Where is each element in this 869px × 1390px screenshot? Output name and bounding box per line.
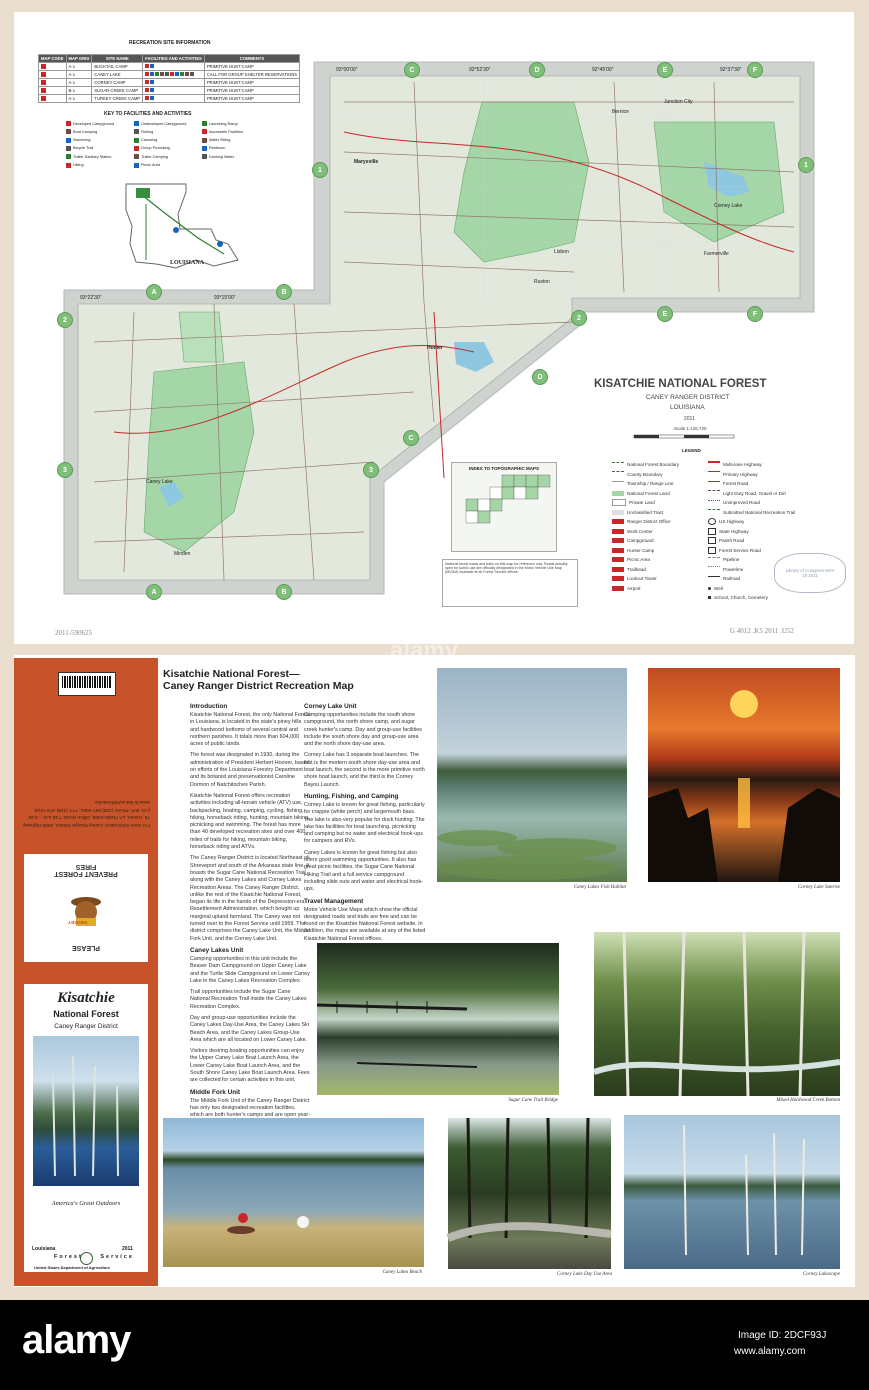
place-label: Homer	[427, 345, 443, 351]
cover-panel	[14, 658, 158, 1286]
caption-beach: Caney Lakes Beach	[382, 1270, 422, 1275]
legend-swatch-icon	[612, 567, 624, 572]
legend-item	[612, 460, 708, 470]
legend-swatch-icon	[612, 586, 624, 591]
legend-item	[612, 584, 708, 594]
legend-swatch-icon	[708, 537, 716, 544]
rec-site-cell: TURKEY CREEK CAMP	[92, 95, 143, 103]
legend-swatch-icon	[708, 547, 716, 554]
legend-label: National Forest Land	[627, 490, 670, 496]
legend-item	[612, 565, 708, 575]
legend-label: Trailhead	[627, 566, 646, 572]
legend-item	[708, 470, 818, 480]
legend-swatch-icon	[708, 557, 720, 563]
facility-key-label: Bicycle Trail	[73, 146, 94, 151]
travel-p1: Motor Vehicle Use Maps which show the official designated roads and trails are free and can be found on the Kisatchie National Forest website. In addition, the maps are available at any of the listed Kisatchie National Forest offices.	[304, 906, 426, 942]
rec-th-site: SITE NAME	[92, 55, 143, 63]
place-label: Ruston	[534, 279, 550, 285]
legend-swatch-icon	[612, 557, 624, 562]
grid-marker-c-top: C	[404, 62, 420, 78]
place-label: Junction City	[664, 99, 693, 105]
cover-tagline: America's Great Outdoors	[51, 1200, 121, 1207]
legend-label: Private Land	[629, 500, 655, 506]
coord-label: 93°00'00"	[336, 67, 358, 73]
legend-swatch-icon	[612, 519, 624, 524]
intro-heading: Introduction	[190, 703, 228, 710]
watermark-text: alamy	[390, 637, 459, 664]
legend-swatch-icon	[708, 509, 720, 515]
agency-name: Forest Service	[54, 1254, 134, 1260]
grid-marker-3-left: 3	[57, 462, 73, 478]
legend-swatch-icon	[708, 490, 720, 496]
grid-marker-f-top: F	[747, 62, 763, 78]
legend-item	[612, 489, 708, 499]
legend-swatch-icon	[708, 461, 720, 468]
legend-swatch-icon	[708, 587, 711, 590]
grid-marker-1-right: 1	[798, 157, 814, 173]
coord-label: 92°45'00"	[592, 67, 614, 73]
topo-index-title: INDEX TO TOPOGRAPHIC MAPS	[468, 466, 540, 471]
photo-bridge	[317, 943, 559, 1095]
cover-subtitle: National Forest	[53, 1009, 119, 1019]
legend-swatch-icon	[708, 528, 716, 535]
legend-swatch-icon	[708, 518, 716, 525]
grid-marker-1-left: 1	[312, 162, 328, 178]
library-stamp	[774, 553, 846, 593]
barcode	[58, 672, 116, 696]
text-column-right	[304, 700, 426, 942]
rec-grid-cell: B-1	[66, 87, 92, 95]
rec-grid-cell: A-1	[66, 71, 92, 79]
legend-label: Campground	[627, 538, 654, 544]
legend-swatch-icon	[612, 529, 624, 534]
facility-key-label: Accessible Facilities	[209, 129, 243, 134]
place-label: Farmerville	[704, 251, 729, 257]
grid-marker-d-top: D	[529, 62, 545, 78]
legend-label: Township / Range Line	[627, 481, 674, 487]
facility-key-label: Group Picnicking	[141, 146, 170, 151]
legend-swatch-icon	[708, 481, 720, 487]
legend-label: Powerline	[723, 566, 744, 572]
topo-index	[451, 462, 557, 552]
smokey-label: SMOKEY	[68, 920, 88, 925]
legend-label: Forest Road	[723, 481, 749, 487]
map-sheet	[14, 12, 854, 644]
legend-item	[708, 593, 818, 603]
text-column-left	[190, 700, 310, 1120]
legend-label: Primary Highway	[723, 471, 758, 477]
legend-label: Unimproved Road	[723, 500, 761, 506]
rec-th-comments: COMMENTS	[204, 55, 299, 63]
legend-item	[708, 498, 818, 508]
legend-label: School, Church, Cemetery	[714, 595, 768, 601]
facility-key-label: Restroom	[209, 146, 226, 151]
catalog-number-left: 2011-590625	[55, 629, 93, 637]
rec-site-cell: SUGAR CREEK CAMP	[92, 87, 143, 95]
legend-swatch-icon	[612, 538, 624, 543]
department-name: United States Department of Agriculture	[34, 1265, 111, 1270]
legend-label: Work Center	[627, 528, 653, 534]
coord-label: 93°15'00"	[214, 295, 236, 301]
place-label: Lisbon	[554, 249, 569, 255]
cover-card	[24, 984, 148, 1272]
cover-title: Kisatchie	[57, 990, 115, 1006]
legend-swatch-icon	[708, 471, 720, 477]
legend-swatch-icon	[612, 576, 624, 581]
cover-photo	[33, 1036, 139, 1186]
rec-th-code: MAP CODE	[39, 55, 67, 63]
hunting-p1: Corney Lake is known for great fishing, particularly for crappie (white perch) and largemouth bass. The lake is also very popular for duck hunting. The lake has facilities for boat launching, picnicking and camping but no water and electrical hook-ups for campers and RVs.	[304, 801, 425, 845]
map-state: LOUISIANA	[670, 404, 705, 411]
travel-heading: Travel Management	[304, 897, 364, 905]
facility-key-label: Trailer Camping	[141, 154, 168, 159]
rec-grid-cell: A-1	[66, 79, 92, 87]
facility-key-label: Picnic Area	[141, 163, 160, 168]
rec-grid-cell: A-1	[66, 95, 92, 103]
caney-p3: Day and group-use opportunities include the Caney Lakes Day-Use Area, the Caney Lakes Ski Beach Area, and the Caney Lakes Group-Use Area which are all located on Lower Caney Lake.	[190, 1014, 309, 1043]
photo-fish-habitat	[437, 668, 627, 882]
cover-state: Louisiana	[32, 1246, 56, 1252]
legend-label: Multi-lane Highway	[723, 462, 762, 468]
rec-site-cell: CORNEY CAMP	[92, 79, 143, 87]
legend-item	[708, 508, 818, 518]
corney-heading: Corney Lake Unit	[304, 703, 357, 710]
legend-swatch-icon	[612, 481, 624, 487]
facility-key-label: Hiking	[73, 163, 84, 168]
legend-swatch-icon	[612, 462, 624, 468]
place-label: Marysville	[354, 159, 379, 165]
legend-item	[612, 527, 708, 537]
please-text: PLEASE	[72, 944, 101, 951]
grid-marker-b-bottom: B	[276, 584, 292, 600]
facilities-title: KEY TO FACILITIES AND ACTIVITIES	[104, 111, 192, 117]
caney-p1: Camping opportunities in this unit include the Beaver Dam Campground on Upper Caney Lake and the Turtle Slide Campground on Lower Caney Lake in the Caney Lakes Recreation Complex.	[190, 955, 310, 984]
rec-comment-cell: PRIMITIVE HUNT CAMP	[204, 87, 299, 95]
brochure-heading-1: Kisatchie National Forest—	[163, 668, 300, 680]
grid-marker-2-right: 2	[571, 310, 587, 326]
footer-banner	[0, 1300, 869, 1390]
hunting-heading: Hunting, Fishing, and Camping	[304, 792, 399, 800]
grid-marker-a-mid: A	[146, 284, 162, 300]
legend-item	[612, 498, 708, 508]
legend-label: Unclassified Tract	[627, 509, 664, 515]
legend-swatch-icon	[708, 566, 720, 572]
place-label: Caney Lake	[146, 479, 173, 485]
footer-url[interactable]: www.alamy.com	[734, 1346, 806, 1357]
footer-logo: alamy	[22, 1318, 131, 1362]
caption-sunrise: Corney Lake Sunrise	[798, 885, 840, 890]
rec-comment-cell: PRIMITIVE HUNT CAMP	[204, 79, 299, 87]
legend-swatch-icon	[708, 576, 720, 582]
inset-label: LOUISIANA	[170, 260, 205, 266]
caney-p4: Visitors desiring boating opportunities can enjoy the Upper Caney Lake Boat Launch Area, the Lower Caney Lake Boat Launch Area, and the South Shore Caney Lake Boat Launch Area. Fees are collected for certain activities in this unit.	[190, 1048, 310, 1084]
legend-item	[708, 517, 818, 527]
legend-item	[708, 479, 818, 489]
legend-item	[612, 555, 708, 565]
grid-marker-e-mid: E	[657, 306, 673, 322]
legend-item	[612, 546, 708, 556]
facility-key-label: Canoeing	[141, 138, 158, 143]
facility-key-label: Launching Ramp	[209, 121, 238, 126]
caption-creek: Mixed Hardwood Creek Bottom	[776, 1098, 840, 1103]
caption-bridge: Sugar Cane Trail Bridge	[508, 1098, 558, 1103]
stamp-text: Library of Congress MAY 19 2011	[785, 568, 835, 578]
legend-item	[708, 527, 818, 537]
middle-p1: The Middle Fork Unit of the Caney Ranger District has only two designated recreation facilities, which are both hunter's camps and are open year-	[190, 1097, 310, 1119]
rec-grid-cell: A-1	[66, 63, 92, 71]
legend-item	[612, 517, 708, 527]
legend-label: Light Duty Road, Gravel or Dirt	[723, 490, 786, 496]
legend-label: Well	[714, 585, 723, 591]
intro-p4: The Caney Ranger District is located Northeast of Shreveport and south of the Arkansas state line. It boasts the Sugar Cane National Recreation Trail along with the Caney Lakes and Corney Lakes Recreation Areas. The Caney Ranger District, unlike the rest of the Kisatchie National Forest, began its life in the hands of the Depression-era Resettlement Administration, which bought up marginal upland farmland. The Caney was not turned over to the Forest Service until 1959. The district comprises the Caney Lake Unit, the Middle Fork Unit, and the Corney Lake Unit.	[190, 855, 310, 942]
map-district: CANEY RANGER DISTRICT	[646, 394, 730, 401]
legend-left-column	[612, 460, 708, 593]
smokey-prevent	[24, 860, 148, 878]
legend-label: Ranger District Office	[627, 519, 671, 525]
grid-marker-b-mid: B	[276, 284, 292, 300]
photo-lakescape	[624, 1115, 840, 1269]
legend-item	[612, 536, 708, 546]
caption-fish-habitat: Caney Lakes Fish Habitat	[573, 885, 626, 890]
footer-image-id: Image ID: 2DCF93J	[738, 1330, 827, 1341]
coord-label: 93°22'30"	[80, 295, 102, 301]
grid-marker-3-right: 3	[363, 462, 379, 478]
legend-item	[612, 479, 708, 489]
legend-label: Airport	[627, 585, 641, 591]
intro-p3: Kisatchie National Forest offers recreation activities including all-terrain vehicle (ATV) use, backpacking, boating, camping, cycling, fishing, hiking, horseback riding, hunting, mountain biking, picnicking and swimming. The forest has more than 40 developed recreation sites and over 400 miles of trails for hiking, mountain biking, horseback riding and ATVs.	[190, 792, 310, 851]
contact-text: For more information: Caney Ranger District, 3325 Highway 79, Homer, LA 71040-5469, Office Hours 7:30 a.m. - 4:30 p.m. M-F, Phone (318) 927-2061, TTY (318) 473-7218, www.fs.fed.us/r8/kisatchie	[22, 798, 150, 827]
cover-year: 2011	[122, 1246, 133, 1252]
legend-label: Submitted National Recreation Trail	[723, 509, 796, 515]
corney-p2: Corney Lake has 3 separate boat launches. The first is the modern south shore day-use area and boat launch, the second is the more primitive north shore boat launch, and the third is the Corney Bayou Launch.	[304, 752, 425, 788]
map-notes: National forest roads and trails on this map for reference only. Roads actually open for public use are officially designated in the Motor Vehicle Use Map (MVUM) available at all Forest Service offices.	[442, 559, 578, 607]
facility-key-label: Water Skiing	[209, 138, 231, 143]
corney-p1: Camping opportunities include the south shore campground, the north shore camp, and sugar creek hunter's camp. Day and group-use facilities include the south shore day and group-use area and the north shore day-use area.	[304, 712, 422, 748]
facility-key-label: Boat Camping	[73, 129, 98, 134]
rec-table-title: RECREATION SITE INFORMATION	[129, 40, 211, 46]
topo-index-grid	[452, 471, 556, 541]
legend-item	[612, 574, 708, 584]
legend-label: Parish Road	[719, 538, 745, 544]
grid-marker-2-left: 2	[57, 312, 73, 328]
grid-marker-d-diag: D	[532, 369, 548, 385]
facility-key-label: Developed Campground	[73, 121, 115, 126]
legend-swatch-icon	[612, 548, 624, 553]
catalog-number-right: G 4012 .K5 2011 .U52	[730, 627, 794, 635]
brochure-heading-2: Caney Ranger District Recreation Map	[163, 680, 354, 692]
facility-key-label: Drinking Water	[209, 154, 234, 159]
legend-label: Lookout Tower	[627, 576, 657, 582]
caption-lakescape: Corney Lakescape	[802, 1272, 840, 1277]
legend-swatch-icon	[612, 471, 624, 477]
legend-title: LEGEND	[682, 448, 701, 453]
intro-p2: The forest was designated in 1930, during the administration of President Herbert Hoover, based on efforts of the Louisiana Forestry Department and its botanist and preservationist Caroline Dormon of Natchitoches Parish.	[190, 752, 310, 788]
rec-comment-cell: PRIMITIVE HUNT CAMP	[204, 95, 299, 103]
coord-label: 92°52'30"	[469, 67, 491, 73]
caption-dayuse: Corney Lake Day Use Area	[557, 1272, 612, 1277]
place-label: Minden	[174, 551, 191, 557]
photo-sunrise	[648, 668, 840, 882]
caney-heading: Caney Lakes Unit	[190, 946, 244, 954]
legend-label: Pipeline	[723, 557, 740, 563]
grid-marker-a-bottom: A	[146, 584, 162, 600]
legend-swatch-icon	[612, 510, 624, 515]
legend-label: US Highway	[719, 519, 745, 525]
rec-comment-cell: PRIMITIVE HUNT CAMP	[204, 63, 299, 71]
legend-item	[612, 470, 708, 480]
grid-marker-e-top: E	[657, 62, 673, 78]
place-label: Corney Lake	[714, 203, 743, 209]
rec-th-facilities: FACILITIES AND ACTIVITIES	[143, 55, 205, 63]
rec-comment-cell: CALL FOR GROUP SHELTER RESERVATIONS	[204, 71, 299, 79]
legend-label: National Forest Boundary	[627, 462, 680, 468]
rec-site-cell: CANEY LAKE	[92, 71, 143, 79]
legend-label: County Boundary	[627, 471, 663, 477]
legend-label: Hunter Camp	[627, 547, 655, 553]
cover-district: Caney Ranger District	[54, 1023, 118, 1030]
legend-item	[708, 536, 818, 546]
facility-key-label: Trailer Sanitary Station	[73, 154, 112, 159]
scale-label: Scale 1:126,720	[674, 426, 707, 431]
legend-item	[708, 489, 818, 499]
legend-label: State Highway	[719, 528, 749, 534]
caney-p2: Trail opportunities include the Sugar Cane National Recreation Trail inside the Caney Lakes Recreation Complex.	[190, 989, 307, 1010]
legend-swatch-icon	[612, 499, 626, 506]
rec-th-grid: MAP GRID	[66, 55, 92, 63]
legend-swatch-icon	[612, 491, 624, 496]
legend-label: Picnic Area	[627, 557, 650, 563]
smokey-box	[24, 854, 148, 962]
coord-label: 92°37'30"	[720, 67, 742, 73]
grid-marker-c-diag: C	[403, 430, 419, 446]
map-title: KISATCHIE NATIONAL FOREST	[594, 378, 767, 390]
prevent-text: PREVENT FOREST FIRES	[54, 863, 118, 877]
contact-info	[22, 708, 150, 828]
hunting-p2: Caney Lakes is known for great fishing but also offers good swimming opportunities. It also has great picnic facilities, the Sugar Cane National Hiking Trail and a full service campground including slide outs and water and electrical hook-ups.	[304, 849, 423, 893]
legend-item	[612, 508, 708, 518]
legend-label: Railroad	[723, 576, 741, 582]
rec-site-cell: BUCKTAIL CAMP	[92, 63, 143, 71]
legend-swatch-icon	[708, 596, 711, 599]
scale-bar	[634, 432, 744, 442]
intro-p1: Kisatchie National Forest, the only National Forest in Louisiana, is located in the state's piney hills and hardwood bottoms of several central and northern parishes. It totals more than 604,000 acres of public lands.	[190, 712, 310, 748]
legend-label: Forest Service Road	[719, 547, 761, 553]
legend-item	[708, 460, 818, 470]
grid-marker-f-mid: F	[747, 306, 763, 322]
legend-swatch-icon	[708, 500, 720, 506]
facility-key-label: Swimming	[73, 138, 91, 143]
place-label: Bernice	[612, 109, 629, 115]
usda-shield-icon	[80, 1252, 93, 1265]
photo-beach	[163, 1118, 424, 1267]
map-year: 2011	[684, 416, 695, 422]
facility-key-label: Undeveloped Campground	[141, 121, 187, 126]
photo-creek	[594, 932, 840, 1096]
middle-heading: Middle Fork Unit	[190, 1088, 241, 1096]
facility-key-label: Fishing	[141, 129, 154, 134]
photo-dayuse	[448, 1118, 611, 1269]
